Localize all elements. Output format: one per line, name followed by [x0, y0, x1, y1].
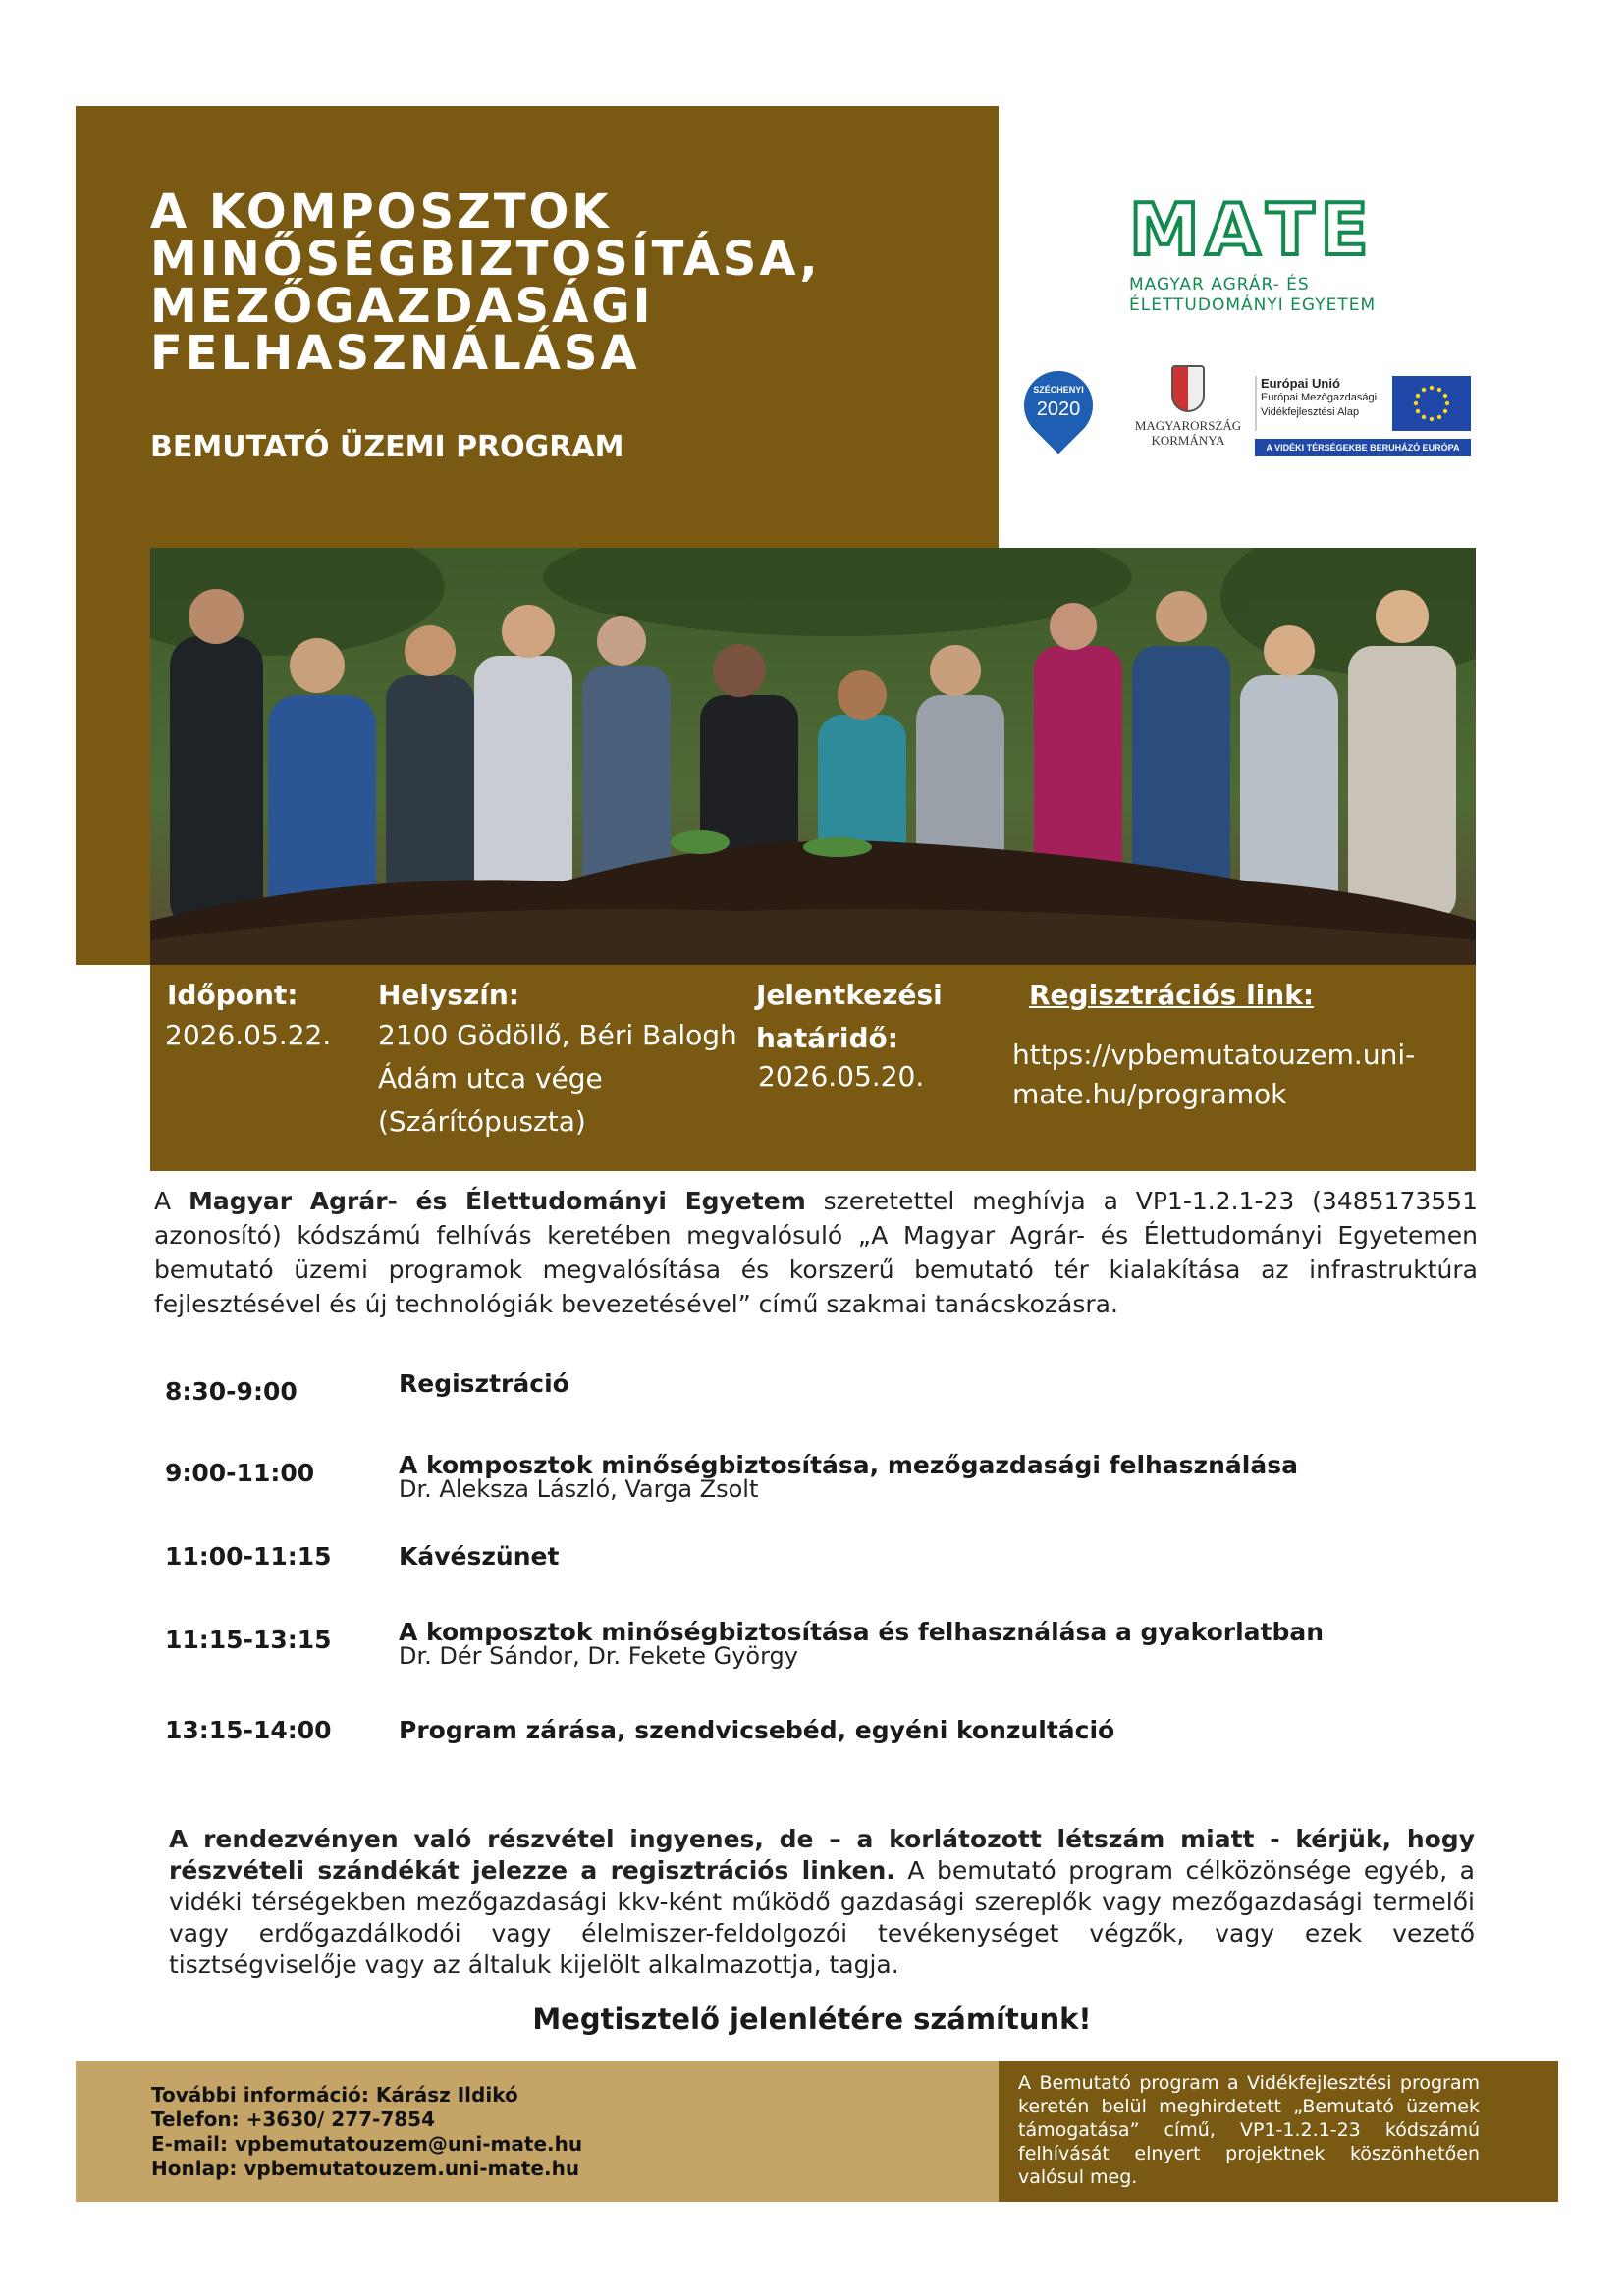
agenda-time: 9:00-11:00: [165, 1459, 315, 1487]
eu-line: Vidékfejlesztési Alap: [1261, 406, 1360, 418]
title-line: FELHASZNÁLÁSA: [150, 326, 640, 381]
mate-letter: A: [1205, 188, 1265, 271]
mate-letter: M: [1129, 188, 1204, 271]
intro-paragraph: [154, 1184, 1478, 1321]
government-label: [1124, 418, 1252, 448]
footer-note: A Bemutató program a Vidékfejlesztési program keretén belül meghirdetett „Bemutató üzemek támogatása” című, VP1-1.2.1-23 kódszámú felhívását elnyert projektnek köszönhetően valósul meg.: [1018, 2072, 1480, 2188]
government-logo: [1124, 365, 1252, 478]
eu-texts: [1255, 376, 1392, 431]
date-label: Időpont:: [167, 979, 298, 1011]
footer-note-panel: [999, 2061, 1558, 2202]
mate-logo: [1129, 188, 1384, 322]
title-line: A KOMPOSZTOK: [150, 185, 612, 240]
location-line: (Szárítópuszta): [378, 1105, 586, 1138]
intro-body: szeretettel meghívja a VP1-1.2.1-23 (3485173551 azonosító) kódszámú felhívás keretében megvalósuló „A Magyar Agrár- és Élettudományi Egyetemen bemutató üzemi programok megvalósítása és korszerű bemutató tér kialakítása az infrastruktúra fejlesztésével és új technológiák bevezetésével” című szakmai tanácskozásra.: [154, 1187, 1478, 1318]
title-line: MEZŐGAZDASÁGI: [150, 279, 654, 334]
date-value: 2026.05.22.: [165, 1019, 332, 1051]
info-band: [150, 965, 1476, 1171]
eu-logo: [1255, 376, 1471, 474]
footer-contact: [151, 2083, 582, 2181]
page-subtitle: BEMUTATÓ ÜZEMI PROGRAM: [150, 430, 624, 464]
mate-letter: E: [1320, 188, 1373, 271]
deadline-label-2: határidő:: [756, 1022, 898, 1054]
agenda-time: 11:15-13:15: [165, 1626, 332, 1654]
agenda-title: A komposztok minőségbiztosítása, mezőgazdasági felhasználása: [399, 1451, 1298, 1479]
contact-info: További információ: Kárász Ildikó: [151, 2083, 518, 2107]
agenda-title: Program zárása, szendvicsebéd, egyéni konzultáció: [399, 1716, 1115, 1744]
agenda-title: Kávészünet: [399, 1542, 560, 1571]
footer-contact-panel: [76, 2061, 999, 2202]
intro-prefix: A: [154, 1187, 172, 1215]
szechenyi-year: 2020: [1036, 399, 1081, 420]
eu-banner: A VIDÉKI TÉRSÉGEKBE BERUHÁZÓ EURÓPA: [1255, 439, 1471, 456]
szechenyi-label: SZÉCHENYI: [1033, 385, 1084, 395]
agenda-time: 11:00-11:15: [165, 1542, 332, 1571]
agenda-speakers: Dr. Dér Sándor, Dr. Fekete György: [399, 1642, 798, 1670]
gov-line: MAGYARORSZÁG: [1134, 418, 1242, 433]
agenda-time: 13:15-14:00: [165, 1716, 332, 1744]
contact-email[interactable]: E-mail: vpbemutatouzem@uni-mate.hu: [151, 2132, 583, 2156]
mate-sub-line: ÉLETTUDOMÁNYI EGYETEM: [1129, 295, 1377, 315]
agenda-speakers: Dr. Aleksza László, Varga Zsolt: [399, 1475, 759, 1503]
location-line: 2100 Gödöllő, Béri Balogh: [378, 1019, 737, 1051]
registration-link[interactable]: [1012, 1036, 1415, 1114]
deadline-value: 2026.05.20.: [758, 1060, 925, 1093]
location-line: Ádám utca vége: [378, 1062, 603, 1095]
notice-body: A bemutató program célközönsége egyéb, a vidéki térségekben mezőgazdasági kkv-ként működő gazdasági szereplők vagy mezőgazdasági termelői vagy erdőgazdálkodói vagy élelmiszer-feldolgozói tevékenységet végzők, vagy ezek vezető tisztségviselője vagy az általuk kijelölt alkalmazottja, tagja.: [169, 1856, 1475, 1979]
eu-main-label: Európai Unió: [1261, 376, 1340, 391]
eu-line: Európai Mezőgazdasági: [1261, 392, 1378, 403]
mate-sub-line: MAGYAR AGRÁR- ÉS: [1129, 275, 1310, 294]
eu-flag-icon: [1392, 376, 1471, 431]
gov-line: KORMÁNYA: [1151, 433, 1225, 448]
contact-website[interactable]: Honlap: vpbemutatouzem.uni-mate.hu: [151, 2157, 580, 2180]
intro-organization: Magyar Agrár- és Élettudományi Egyetem: [188, 1187, 806, 1215]
agenda-time: 8:30-9:00: [165, 1377, 298, 1406]
registration-url-line[interactable]: https://vpbemutatouzem.uni-: [1012, 1039, 1416, 1071]
closing-line: Megtisztelő jelenlétére számítunk!: [532, 2002, 1092, 2036]
participation-notice: [169, 1824, 1475, 1981]
registration-url-line[interactable]: mate.hu/programok: [1012, 1078, 1287, 1110]
notice-bold: A rendezvényen való részvétel ingyenes, de – a korlátozott létszám miatt - kérjük, hogy részvételi szándékát jelezze a regisztrációs linken.: [169, 1825, 1475, 1885]
location-value: [378, 1014, 737, 1144]
contact-phone[interactable]: Telefon: +3630/ 277-7854: [151, 2108, 436, 2131]
location-label: Helyszín:: [378, 979, 519, 1011]
page-title: [150, 185, 896, 381]
mate-subtitle: [1129, 275, 1384, 316]
agenda-title: Regisztráció: [399, 1369, 569, 1398]
event-photo: [150, 548, 1476, 965]
szechenyi-logo: [1024, 371, 1093, 469]
mate-letter: T: [1266, 188, 1319, 271]
agenda-title: A komposztok minőségbiztosítása és felhasználása a gyakorlatban: [399, 1618, 1325, 1646]
mate-wordmark: [1129, 188, 1384, 271]
coat-of-arms-icon: [1171, 365, 1205, 412]
deadline-label-1: Jelentkezési: [756, 979, 943, 1011]
registration-label: Regisztrációs link:: [1029, 979, 1315, 1011]
title-line: MINŐSÉGBIZTOSÍTÁSA,: [150, 232, 821, 287]
